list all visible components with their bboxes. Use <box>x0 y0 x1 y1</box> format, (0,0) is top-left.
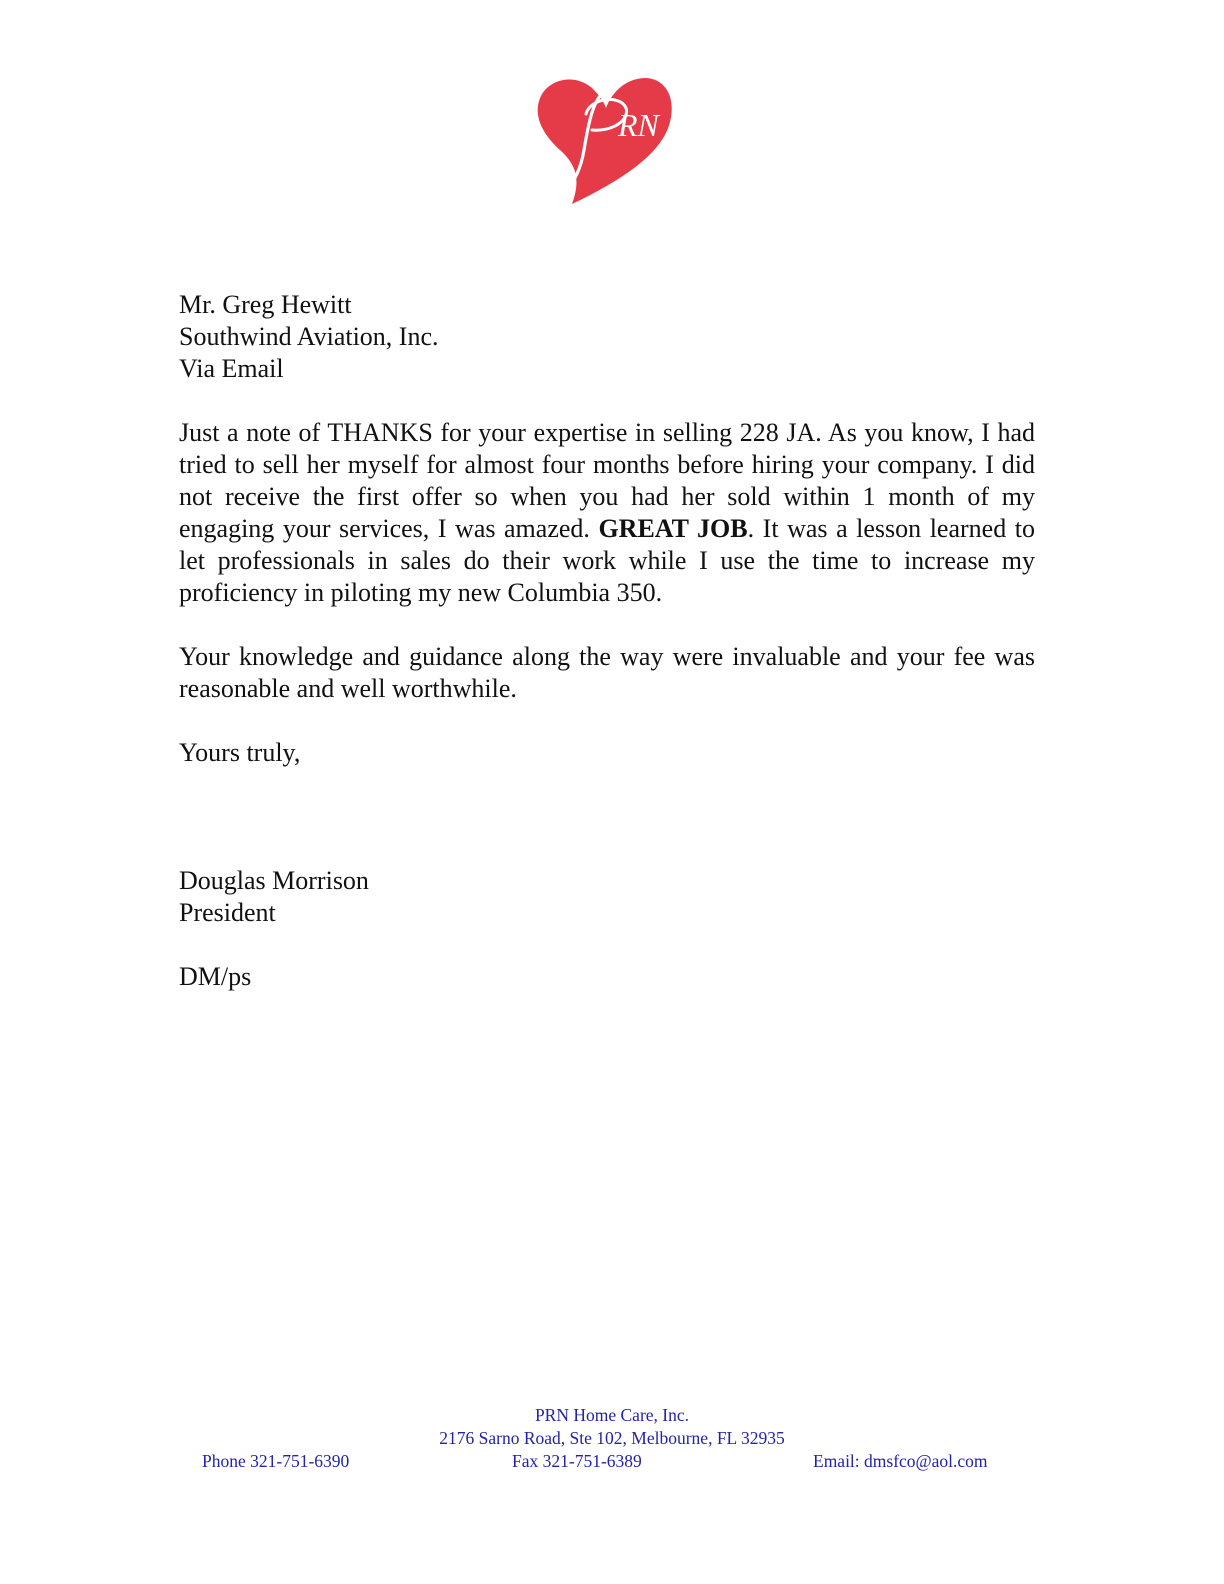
recipient-block <box>179 289 1035 385</box>
heart-icon <box>534 70 674 210</box>
paragraph-knowledge: Your knowledge and guidance along the way were invaluable and your fee was reasonable and well worthwhile. <box>179 642 1035 703</box>
footer-contact-row <box>0 1450 1224 1473</box>
paragraph-thanks-text: Just a note of THANKS for your expertise in selling 228 JA. As you know, I had tried to sell her myself for almost four months before hiring your company. I did not receive the first offer so when you had her sold within 1 month of my engaging your services, I was amazed. <box>179 418 1035 543</box>
letter-body <box>179 289 1035 993</box>
footer-phone: Phone 321-751-6390 <box>202 1451 350 1471</box>
signer-title: President <box>179 898 276 927</box>
footer-email: Email: dmsfco@aol.com <box>813 1451 988 1471</box>
recipient-name: Mr. Greg Hewitt <box>179 290 352 319</box>
footer-fax: Fax 321-751-6389 <box>512 1451 642 1471</box>
svg-text:RN: RN <box>618 107 659 143</box>
great-job-emphasis: GREAT JOB <box>598 514 748 543</box>
delivery-method: Via Email <box>179 354 284 383</box>
letterhead-footer <box>0 1404 1224 1473</box>
closing: Yours truly, <box>179 738 301 767</box>
footer-company: PRN Home Care, Inc. <box>534 1405 690 1425</box>
paragraph-thanks <box>179 417 1035 609</box>
footer-address: 2176 Sarno Road, Ste 102, Melbourne, FL 32935 <box>439 1428 785 1448</box>
prn-heart-logo <box>534 70 674 210</box>
recipient-company: Southwind Aviation, Inc. <box>179 322 439 351</box>
paragraph-thanks-text-end: . It was a lesson learned to let professionals in sales do their work while I use the time to increase my proficiency in piloting my new Columbia 350. <box>179 514 1035 607</box>
typist-initials: DM/ps <box>179 962 252 991</box>
signer-name: Douglas Morrison <box>179 866 369 895</box>
